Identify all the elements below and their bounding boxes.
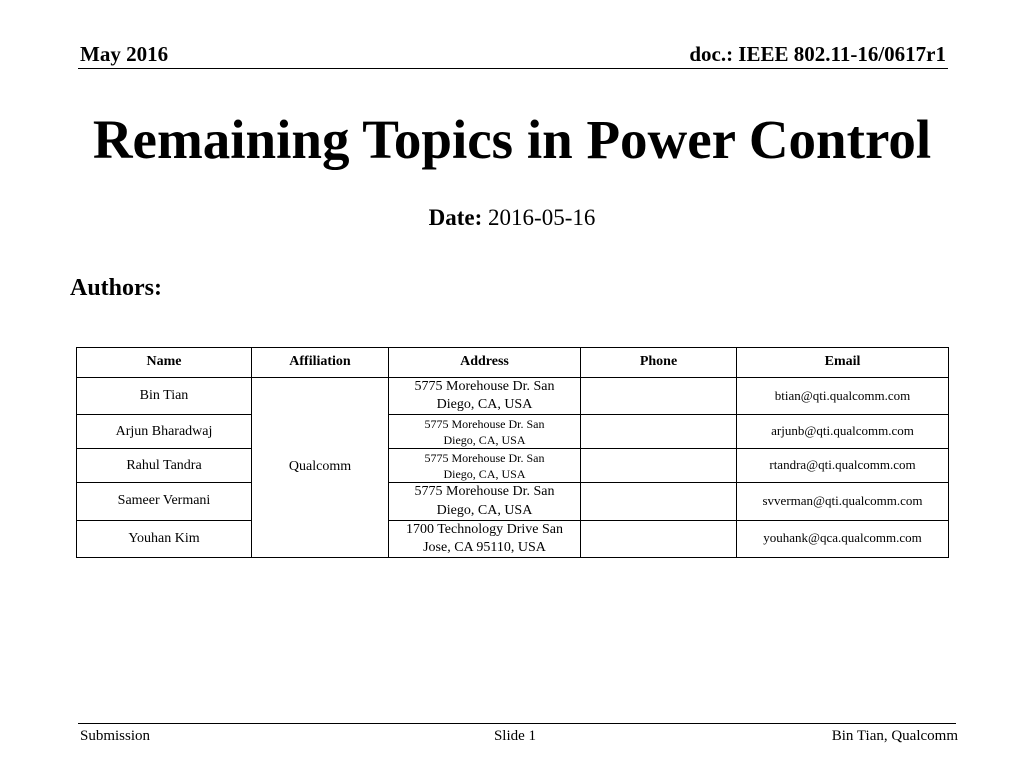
header-doc-id: doc.: IEEE 802.11-16/0617r1 [689,42,946,66]
authors-heading: Authors: [70,275,163,301]
column-header-affiliation: Affiliation [252,348,389,378]
author-email: btian@qti.qualcomm.com [737,378,949,415]
header-date: May 2016 [80,42,169,66]
author-email: rtandra@qti.qualcomm.com [737,449,949,483]
author-email: youhank@qca.qualcomm.com [737,520,949,557]
author-email: svverman@qti.qualcomm.com [737,483,949,520]
slide-title: Remaining Topics in Power Control [92,109,932,170]
table-row [77,415,949,449]
author-phone [581,483,737,520]
author-address [389,449,581,483]
address-line-2: Jose, CA 95110, USA [423,539,546,555]
address-line-2: Diego, CA, USA [443,466,526,481]
table-row [77,483,949,520]
author-name: Bin Tian [77,378,252,415]
table-header-row [77,348,949,378]
author-name: Youhan Kim [77,520,252,557]
author-name: Rahul Tandra [77,449,252,483]
author-email: arjunb@qti.qualcomm.com [737,415,949,449]
column-header-name: Name [77,348,252,378]
date-value: 2016-05-16 [488,205,596,230]
column-header-address: Address [389,348,581,378]
author-address [389,520,581,557]
footer-slide-number: Slide 1 [493,728,537,744]
author-phone [581,415,737,449]
author-phone [581,520,737,557]
footer-author: Bin Tian, Qualcomm [831,728,958,744]
address-line-1: 5775 Morehouse Dr. San [414,484,555,500]
address-line-2: Diego, CA, USA [436,502,533,518]
author-address [389,483,581,520]
table-row [77,520,949,557]
address-line-2: Diego, CA, USA [443,432,526,447]
column-header-phone: Phone [581,348,737,378]
address-line-1: 5775 Morehouse Dr. San [424,450,545,465]
address-line-2: Diego, CA, USA [436,397,533,413]
author-name: Arjun Bharadwaj [77,415,252,449]
authors-table [76,347,949,558]
author-name: Sameer Vermani [77,483,252,520]
column-header-email: Email [737,348,949,378]
address-line-1: 1700 Technology Drive San [405,521,563,537]
address-line-1: 5775 Morehouse Dr. San [424,416,545,431]
author-address [389,415,581,449]
author-affiliation: Qualcomm [252,378,389,558]
date-line [0,205,1024,231]
author-address [389,378,581,415]
author-phone [581,378,737,415]
table-row [77,449,949,483]
footer-submission: Submission [80,728,151,744]
author-phone [581,449,737,483]
table-row [77,378,949,415]
header-divider [78,68,948,69]
address-line-1: 5775 Morehouse Dr. San [414,379,555,394]
date-label: Date: [428,205,483,230]
footer-divider [78,723,956,724]
